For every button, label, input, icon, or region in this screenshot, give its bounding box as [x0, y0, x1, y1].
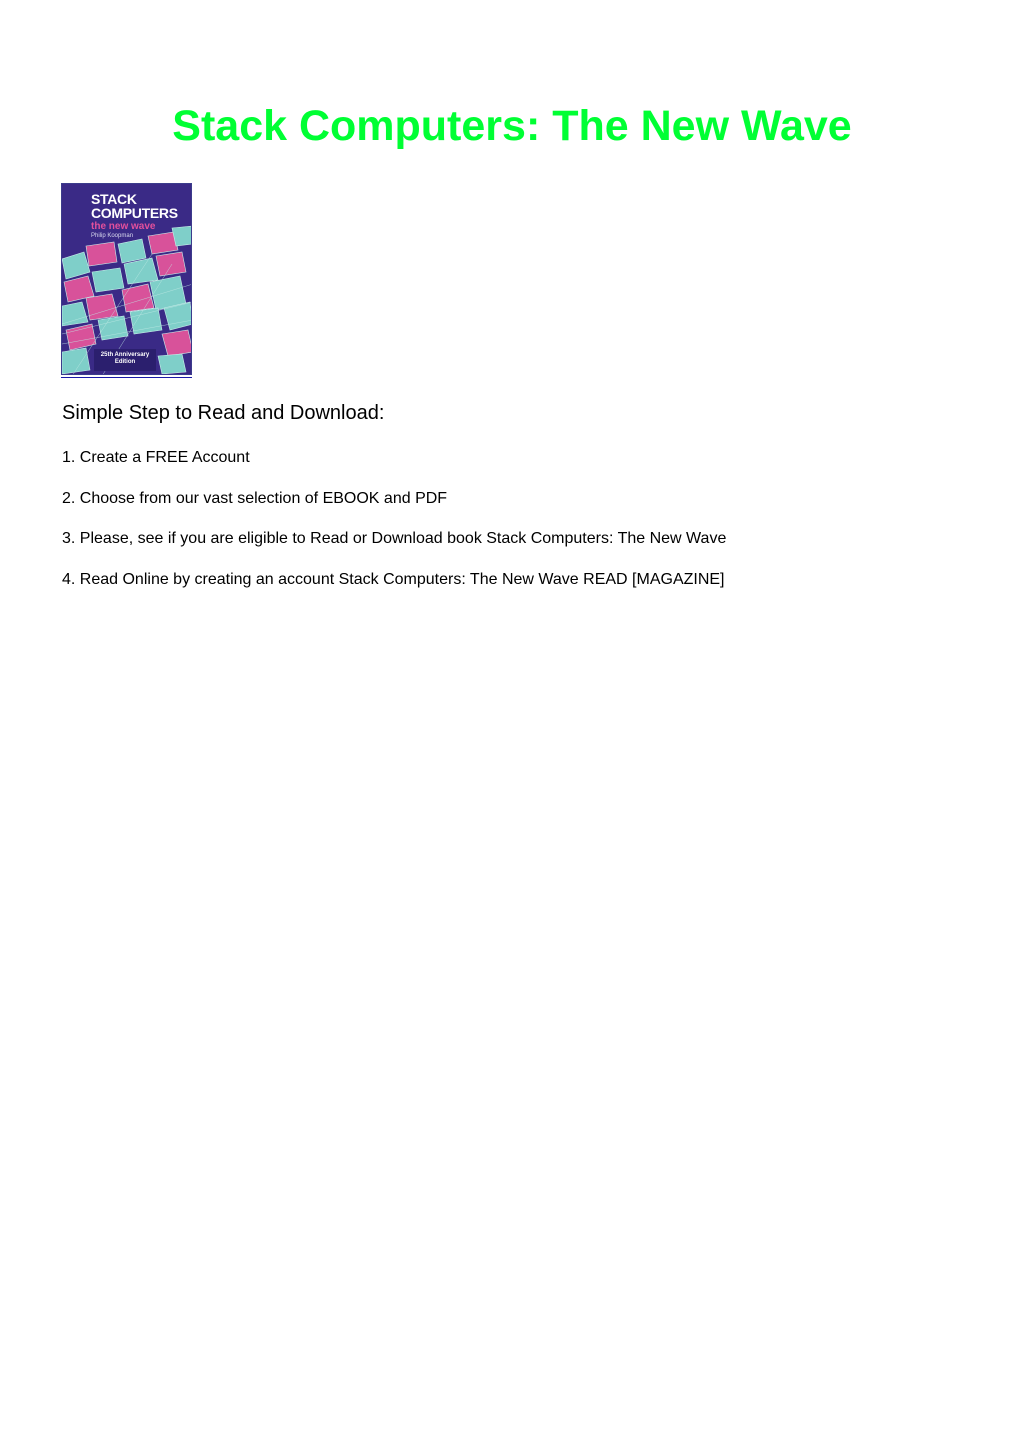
- cover-text-block: [91, 192, 178, 240]
- step-item-3: 3. Please, see if you are eligible to Read or Download book Stack Computers: The New Wave: [62, 530, 727, 547]
- steps-list: [62, 448, 726, 610]
- cover-edition-badge: 25th Anniversary Edition: [94, 349, 156, 371]
- book-cover-link[interactable]: [61, 183, 192, 378]
- cover-author: Philip Koopman: [91, 233, 134, 239]
- steps-heading: Simple Step to Read and Download:: [62, 402, 385, 424]
- page-title: Stack Computers: The New Wave: [172, 102, 852, 150]
- cover-subtitle: the new wave: [91, 221, 156, 232]
- cover-title: STACK COMPUTERS: [91, 191, 178, 221]
- book-cover-image: [61, 183, 192, 375]
- step-item-1: 1. Create a FREE Account: [62, 449, 250, 466]
- step-item-4: 4. Read Online by creating an account Stack Computers: The New Wave READ [MAGAZINE]: [62, 570, 725, 588]
- step-item-2: 2. Choose from our vast selection of EBOOK and PDF: [62, 489, 448, 507]
